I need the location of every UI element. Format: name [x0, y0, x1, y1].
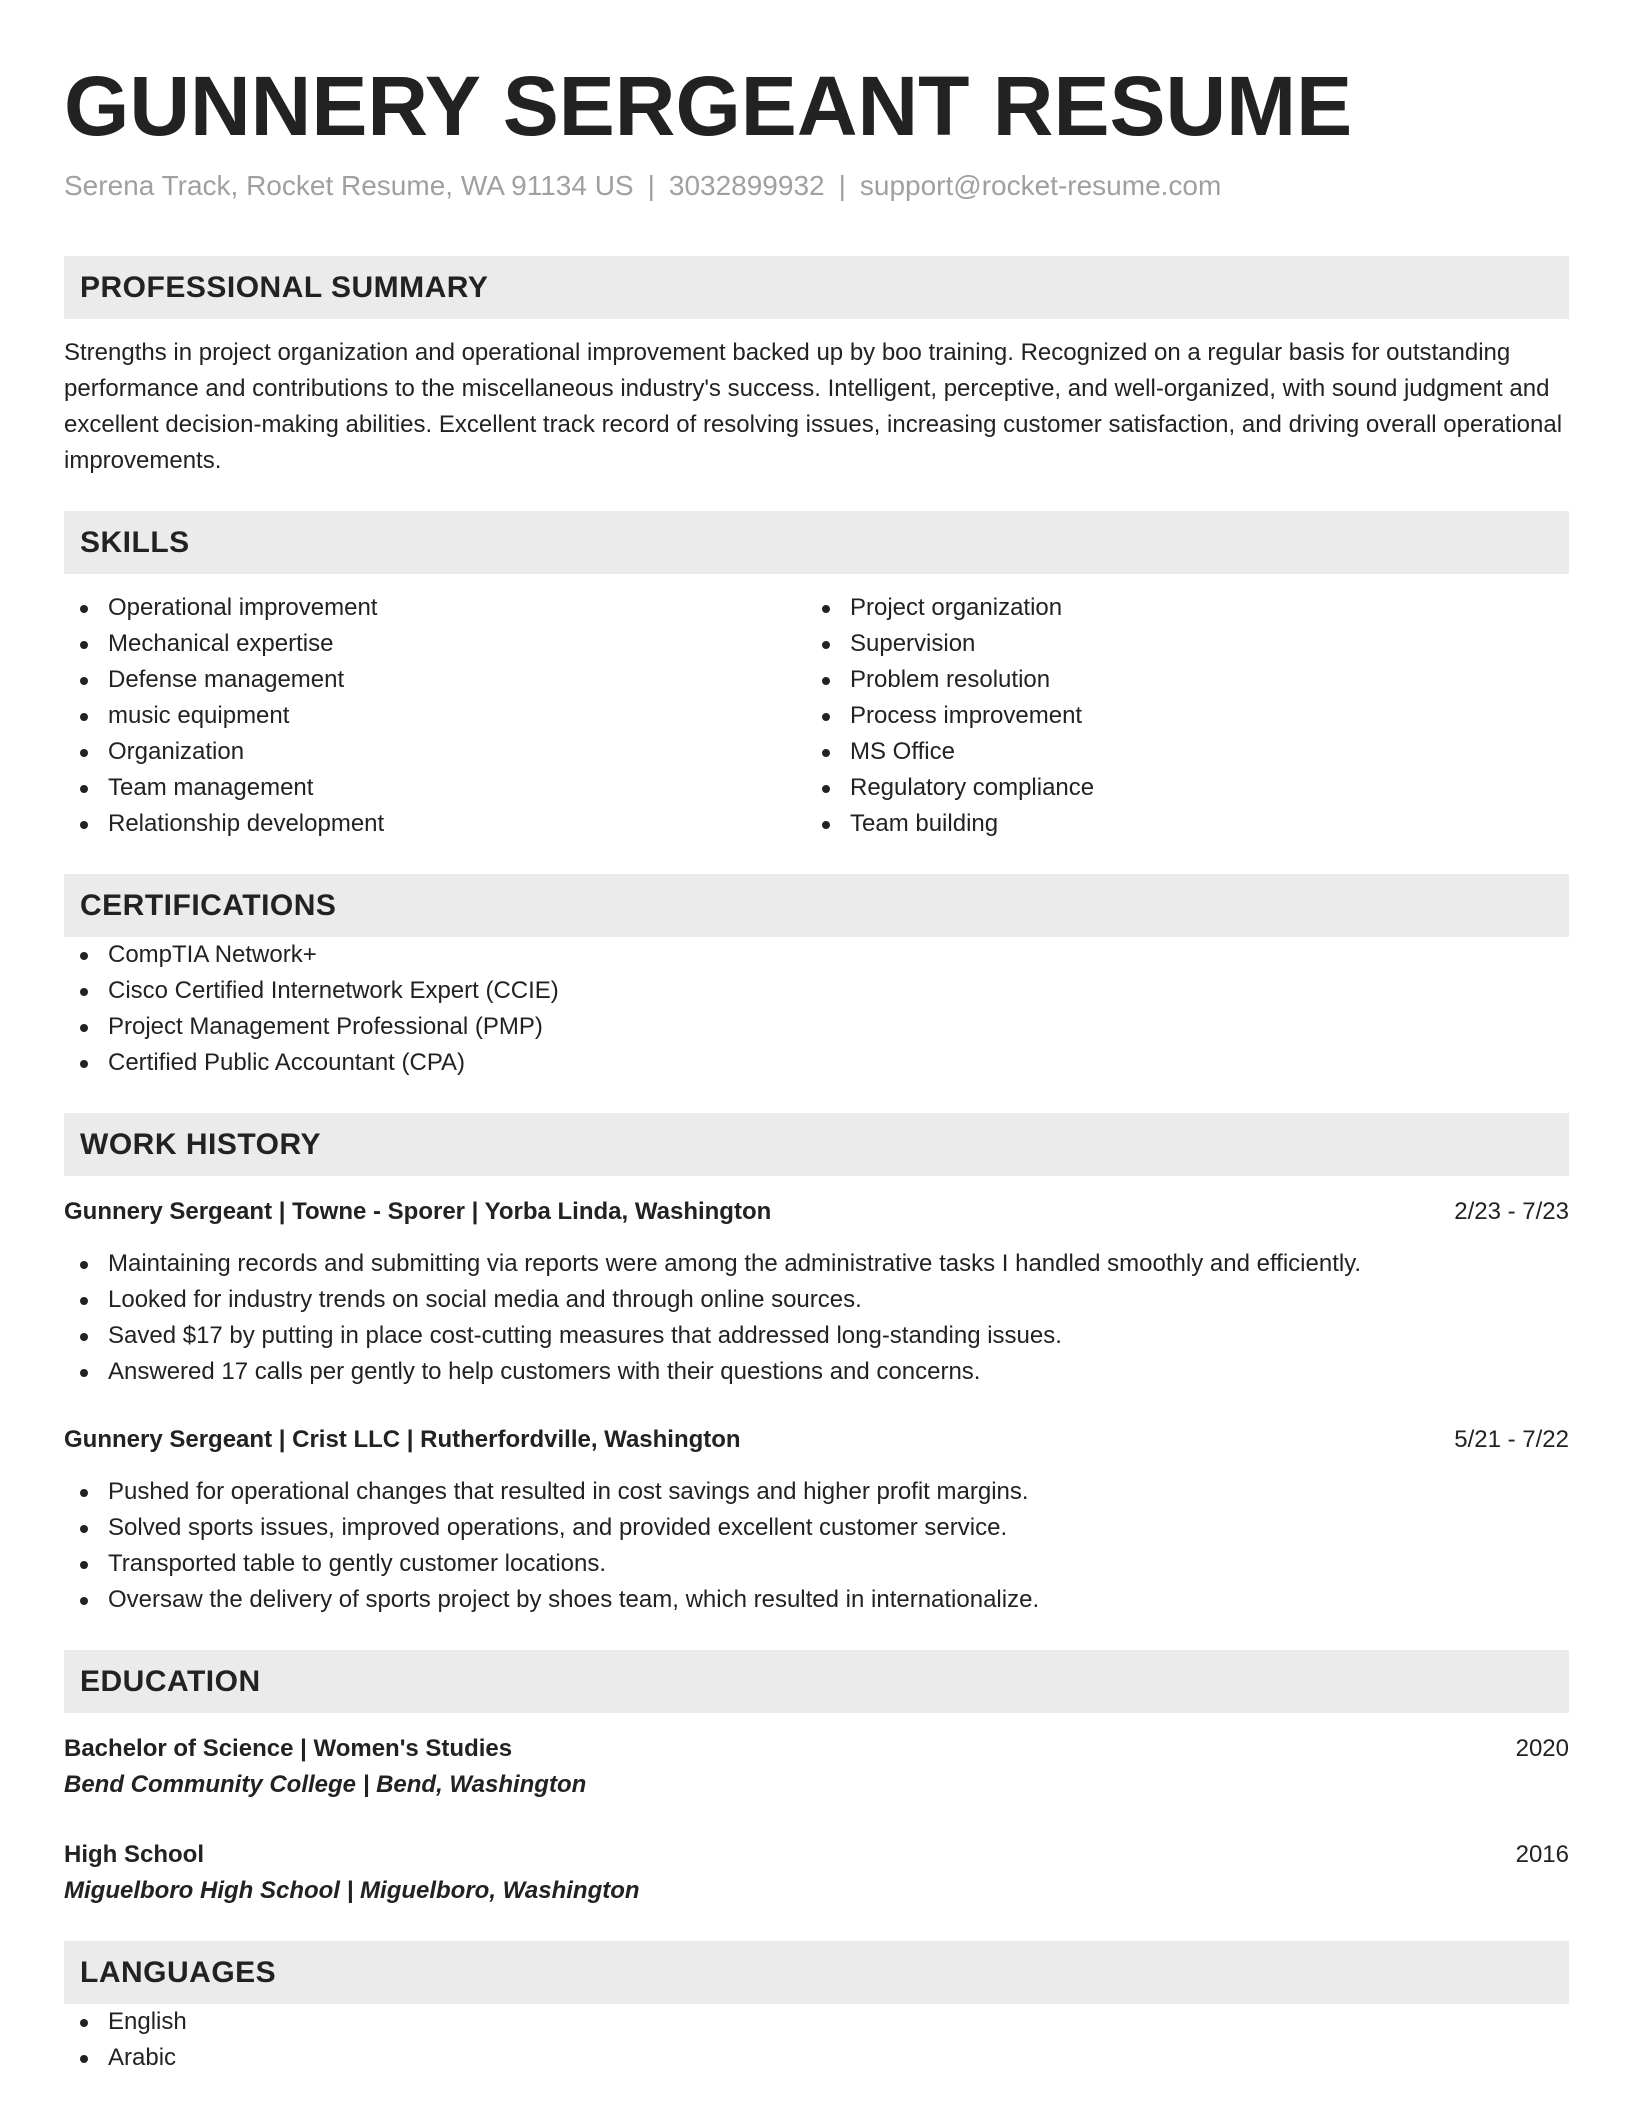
skill-item: Relationship development — [64, 806, 806, 842]
education-entry — [64, 1731, 1569, 1803]
education-year: 2016 — [1515, 1841, 1569, 1868]
job-bullets — [64, 1474, 1569, 1618]
skill-item: Operational improvement — [64, 590, 806, 626]
job-bullet: Oversaw the delivery of sports project by shoes team, which resulted in internationalize. — [64, 1582, 1569, 1618]
section-header-certifications: CERTIFICATIONS — [64, 874, 1569, 937]
skill-item: Team building — [806, 806, 1548, 842]
contact-separator: | — [838, 170, 846, 201]
job-dates: 2/23 - 7/23 — [1454, 1198, 1569, 1225]
job-bullet: Transported table to gently customer locations. — [64, 1546, 1569, 1582]
section-header-work-history: WORK HISTORY — [64, 1113, 1569, 1176]
job-title: Gunnery Sergeant | Towne - Sporer | Yorba Linda, Washington — [64, 1198, 772, 1225]
certification-item: Cisco Certified Internetwork Expert (CCIE) — [64, 973, 1569, 1009]
education-entry — [64, 1837, 1569, 1909]
job-bullets — [64, 1246, 1569, 1390]
job-entry — [64, 1422, 1569, 1618]
section-header-skills: SKILLS — [64, 511, 1569, 574]
contact-phone: 3032899932 — [668, 170, 825, 201]
certification-item: Project Management Professional (PMP) — [64, 1009, 1569, 1045]
certifications-list — [64, 937, 1569, 1081]
education-header — [64, 1837, 1569, 1873]
language-item: English — [64, 2004, 1569, 2040]
education-year: 2020 — [1515, 1735, 1569, 1762]
job-bullet: Answered 17 calls per gently to help customers with their questions and concerns. — [64, 1354, 1569, 1390]
languages-list — [64, 2004, 1569, 2076]
education-degree: High School — [64, 1841, 204, 1868]
language-item: Arabic — [64, 2040, 1569, 2076]
section-header-languages: LANGUAGES — [64, 1941, 1569, 2004]
job-entry — [64, 1194, 1569, 1390]
skill-item: Project organization — [806, 590, 1548, 626]
skills-column-right — [806, 590, 1548, 842]
section-header-summary: PROFESSIONAL SUMMARY — [64, 256, 1569, 319]
job-bullet: Solved sports issues, improved operations, and provided excellent customer service. — [64, 1510, 1569, 1546]
education-header — [64, 1731, 1569, 1767]
skill-item: Supervision — [806, 626, 1548, 662]
skill-item: Mechanical expertise — [64, 626, 806, 662]
resume-title: GUNNERY SERGEANT RESUME — [64, 59, 1353, 153]
skill-item: Organization — [64, 734, 806, 770]
skill-item: Problem resolution — [806, 662, 1548, 698]
job-bullet: Saved $17 by putting in place cost-cutting measures that addressed long-standing issues. — [64, 1318, 1569, 1354]
skill-item: music equipment — [64, 698, 806, 734]
resume-page — [64, 0, 1569, 2076]
job-dates: 5/21 - 7/22 — [1454, 1426, 1569, 1453]
section-header-education: EDUCATION — [64, 1650, 1569, 1713]
skills-column-left — [64, 590, 806, 842]
skill-item: Defense management — [64, 662, 806, 698]
job-header — [64, 1422, 1569, 1458]
skill-item: MS Office — [806, 734, 1548, 770]
job-header — [64, 1194, 1569, 1230]
skill-item: Process improvement — [806, 698, 1548, 734]
education-school: Bend Community College | Bend, Washington — [64, 1771, 587, 1798]
contact-address: Serena Track, Rocket Resume, WA 91134 US — [64, 170, 634, 201]
contact-email: support@rocket-resume.com — [859, 170, 1222, 201]
job-title: Gunnery Sergeant | Crist LLC | Rutherfordville, Washington — [64, 1426, 741, 1453]
education-degree: Bachelor of Science | Women's Studies — [64, 1735, 513, 1762]
job-bullet: Maintaining records and submitting via reports were among the administrative tasks I handled smoothly and efficiently. — [64, 1246, 1569, 1282]
education-school: Miguelboro High School | Miguelboro, Washington — [64, 1877, 640, 1904]
summary-text: Strengths in project organization and operational improvement backed up by boo training. Recognized on a regular basis for outstanding performance and contributions to the miscellaneous industry's success. Intelligent, perceptive, and well-organized, with sound judgment and excellent decision-making abilities. Excellent track record of resolving issues, increasing customer satisfaction, and driving overall operational improvements. — [64, 339, 1563, 474]
contact-separator: | — [647, 170, 655, 201]
contact-line — [64, 168, 1569, 204]
skill-item: Regulatory compliance — [806, 770, 1548, 806]
certification-item: Certified Public Accountant (CPA) — [64, 1045, 1569, 1081]
skill-item: Team management — [64, 770, 806, 806]
job-bullet: Looked for industry trends on social media and through online sources. — [64, 1282, 1569, 1318]
skills-list — [64, 590, 1569, 842]
job-bullet: Pushed for operational changes that resulted in cost savings and higher profit margins. — [64, 1474, 1569, 1510]
certification-item: CompTIA Network+ — [64, 937, 1569, 973]
